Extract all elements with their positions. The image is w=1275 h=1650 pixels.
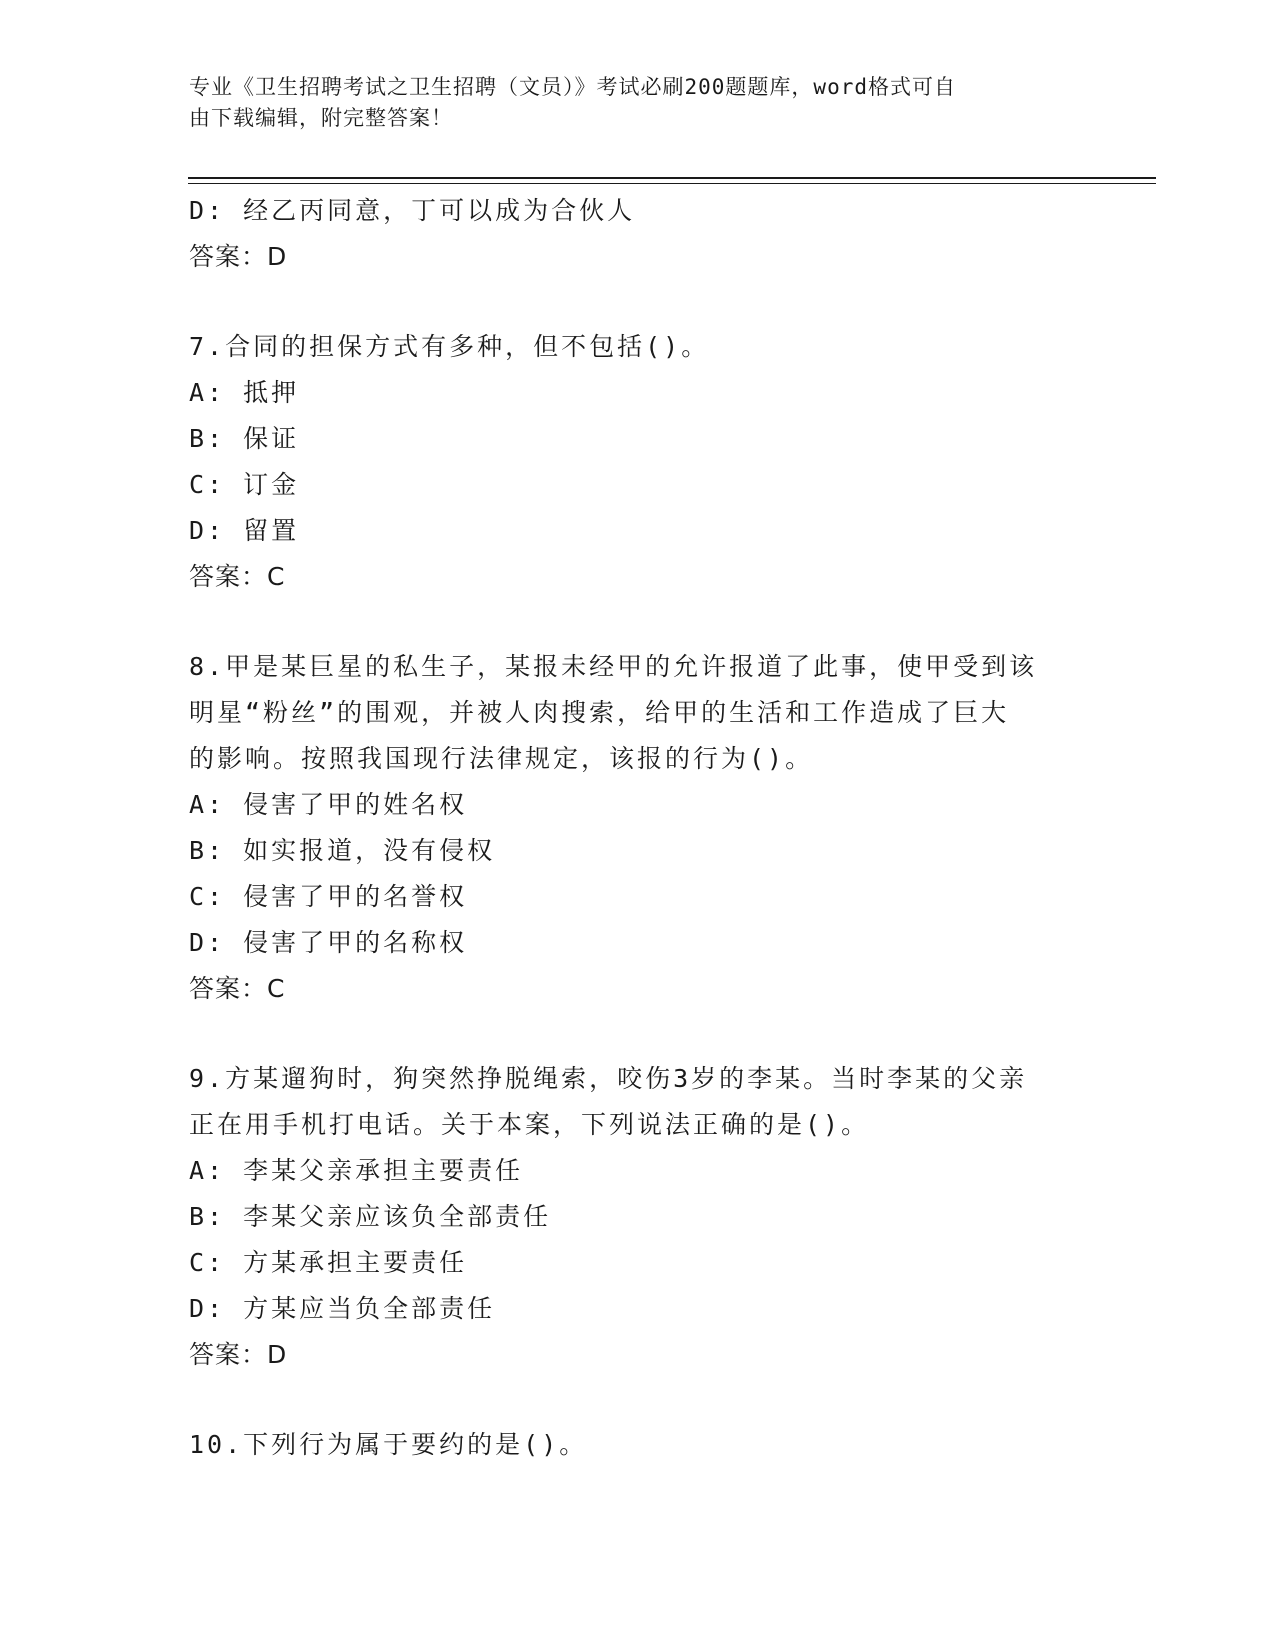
- header-line-1: 专业《卫生招聘考试之卫生招聘（文员）》考试必刷200题题库，word格式可自: [189, 75, 956, 99]
- option-d: D: 方某应当负全部责任: [189, 1294, 496, 1323]
- question-text-line-1: 8.甲是某巨星的私生子，某报未经甲的允许报道了此事，使甲受到该: [189, 652, 1038, 681]
- option-d: D: 侵害了甲的名称权: [189, 928, 468, 957]
- question-text-line-2: 明星“粉丝”的围观，并被人肉搜索，给甲的生活和工作造成了巨大: [189, 698, 1010, 727]
- option-b: B: 李某父亲应该负全部责任: [189, 1202, 552, 1231]
- option-b: B: 保证: [189, 424, 300, 453]
- question-text-line-1: 9.方某遛狗时，狗突然挣脱绳索，咬伤3岁的李某。当时李某的父亲: [189, 1064, 1028, 1093]
- header-line-2: 由下载编辑，附完整答案！: [189, 106, 453, 130]
- option-a: A: 侵害了甲的姓名权: [189, 790, 468, 819]
- question-text: 10.下列行为属于要约的是()。: [189, 1430, 588, 1459]
- header-divider-thick: [188, 177, 1156, 179]
- option-d: D: 经乙丙同意，丁可以成为合伙人: [189, 196, 636, 225]
- answer-line: 答案：C: [189, 974, 286, 1003]
- question-7: [189, 324, 1089, 600]
- option-d: D: 留置: [189, 516, 300, 545]
- question-content: [189, 188, 1089, 1468]
- question-text-line-2: 正在用手机打电话。关于本案，下列说法正确的是()。: [189, 1110, 870, 1139]
- option-b: B: 如实报道，没有侵权: [189, 836, 496, 865]
- question-text: 7.合同的担保方式有多种，但不包括()。: [189, 332, 710, 361]
- answer-line: 答案：C: [189, 562, 286, 591]
- option-c: C: 方某承担主要责任: [189, 1248, 468, 1277]
- option-a: A: 李某父亲承担主要责任: [189, 1156, 524, 1185]
- question-9: [189, 1056, 1089, 1378]
- question-10: [189, 1422, 1089, 1468]
- option-c: C: 订金: [189, 470, 300, 499]
- option-a: A: 抵押: [189, 378, 300, 407]
- question-8: [189, 644, 1089, 1012]
- document-header: [189, 72, 1069, 134]
- option-c: C: 侵害了甲的名誉权: [189, 882, 468, 911]
- answer-line: 答案：D: [189, 242, 288, 271]
- question-text-line-3: 的影响。按照我国现行法律规定，该报的行为()。: [189, 744, 814, 773]
- answer-line: 答案：D: [189, 1340, 288, 1369]
- header-divider-thin: [188, 183, 1156, 184]
